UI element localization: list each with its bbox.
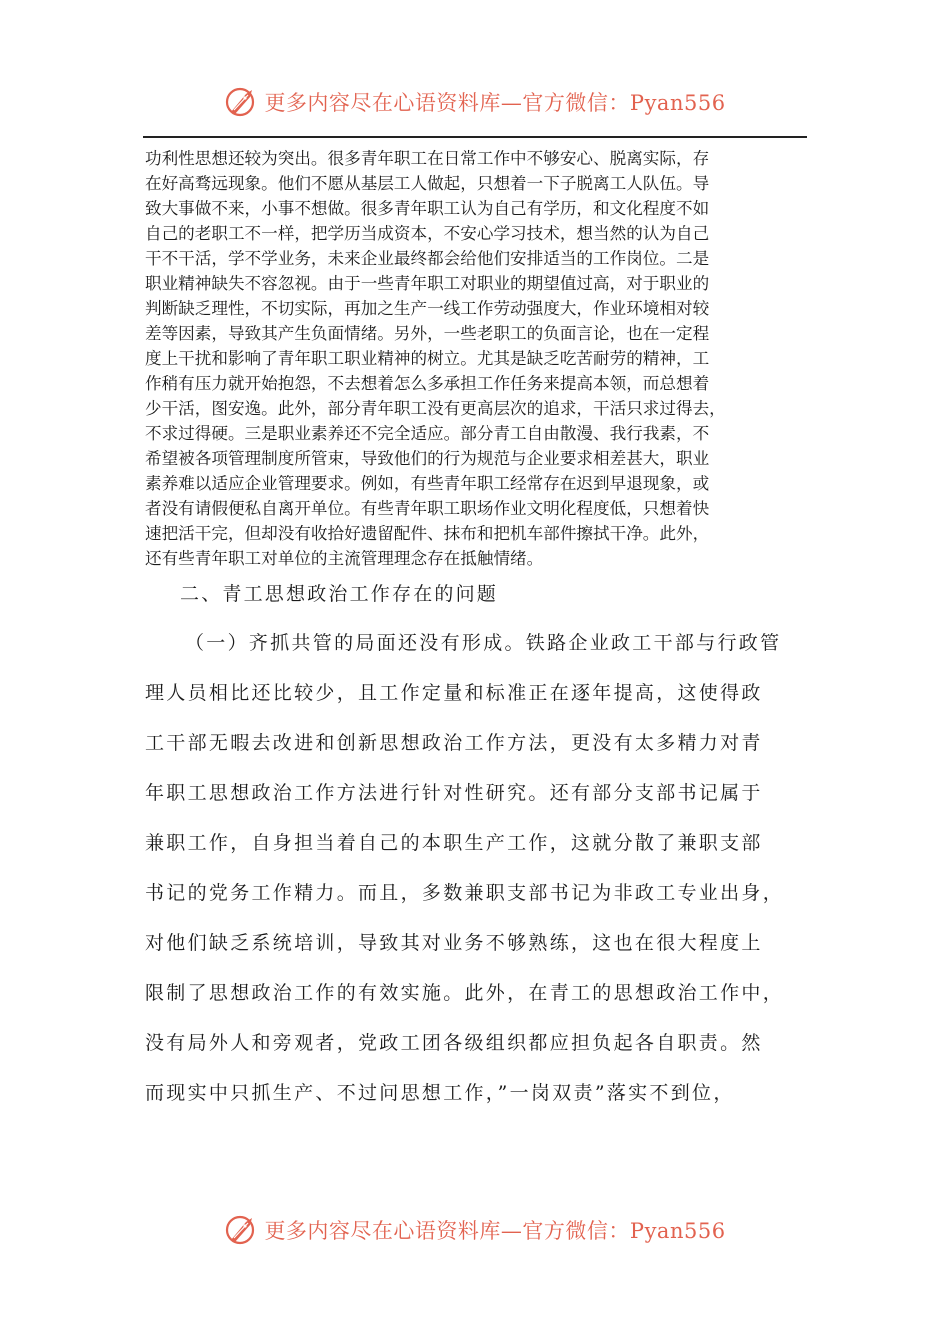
text-line: 者没有请假便私自离开单位。有些青年职工职场作业文明化程度低，只想着快 bbox=[145, 499, 710, 518]
text-line: 干不干活，学不学业务，未来企业最终都会给他们安排适当的工作岗位。二是 bbox=[145, 249, 710, 268]
text-line: 功利性思想还较为突出。很多青年职工在日常工作中不够安心、脱离实际，存 bbox=[145, 149, 710, 168]
watermark-text: 更多内容尽在心语资料库—官方微信：Pyan556 bbox=[264, 1219, 726, 1243]
pen-nib-logo-icon bbox=[224, 84, 260, 120]
text-line: 而现实中只抓生产、不过问思想工作，”一岗双责”落实不到位， bbox=[145, 1082, 735, 1104]
text-line: 工干部无暇去改进和创新思想政治工作方法，更没有太多精力对青 bbox=[145, 732, 763, 754]
text-line: 兼职工作，自身担当着自己的本职生产工作，这就分散了兼职支部 bbox=[145, 832, 763, 854]
text-line: 限制了思想政治工作的有效实施。此外，在青工的思想政治工作中， bbox=[145, 982, 785, 1004]
watermark-text: 更多内容尽在心语资料库—官方微信：Pyan556 bbox=[264, 91, 726, 115]
text-line: 书记的党务工作精力。而且，多数兼职支部书记为非政工专业出身， bbox=[145, 882, 785, 904]
text-line: 对他们缺乏系统培训，导致其对业务不够熟练，这也在很大程度上 bbox=[145, 932, 763, 954]
text-line: 在好高骛远现象。他们不愿从基层工人做起，只想着一下子脱离工人队伍。导 bbox=[145, 174, 710, 193]
text-line: 年职工思想政治工作方法进行针对性研究。还有部分支部书记属于 bbox=[145, 782, 763, 804]
text-line: （一）齐抓共管的局面还没有形成。铁路企业政工干部与行政管 bbox=[185, 632, 782, 654]
text-line: 差等因素，导致其产生负面情绪。另外，一些老职工的负面言论，也在一定程 bbox=[145, 324, 710, 343]
pen-nib-logo-icon bbox=[224, 1212, 260, 1248]
text-line: 职业精神缺失不容忽视。由于一些青年职工对职业的期望值过高，对于职业的 bbox=[145, 274, 710, 293]
header-divider bbox=[143, 136, 807, 138]
text-line: 作稍有压力就开始抱怨，不去想着怎么多承担工作任务来提高本领，而总想着 bbox=[145, 374, 710, 393]
text-line: 致大事做不来，小事不想做。很多青年职工认为自己有学历，和文化程度不如 bbox=[145, 199, 710, 218]
section-heading: 二、青工思想政治工作存在的问题 bbox=[180, 583, 499, 605]
text-line: 少干活，图安逸。此外，部分青年职工没有更高层次的追求，干活只求过得去， bbox=[145, 399, 726, 418]
text-line: 没有局外人和旁观者，党政工团各级组织都应担负起各自职责。然 bbox=[145, 1032, 763, 1054]
footer-watermark bbox=[0, 1210, 950, 1250]
text-line: 素养难以适应企业管理要求。例如，有些青年职工经常存在迟到早退现象，或 bbox=[145, 474, 710, 493]
text-line: 希望被各项管理制度所管束，导致他们的行为规范与企业要求相差甚大，职业 bbox=[145, 449, 710, 468]
text-line: 不求过得硬。三是职业素养还不完全适应。部分青工自由散漫、我行我素，不 bbox=[145, 424, 710, 443]
text-line: 速把活干完，但却没有收拾好遗留配件、抹布和把机车部件擦拭干净。此外， bbox=[145, 524, 710, 543]
text-line: 自己的老职工不一样，把学历当成资本，不安心学习技术，想当然的认为自己 bbox=[145, 224, 710, 243]
body-paragraph-dense bbox=[145, 146, 810, 571]
body-paragraph-section bbox=[145, 618, 825, 1118]
text-line: 理人员相比还比较少，且工作定量和标准正在逐年提高，这使得政 bbox=[145, 682, 763, 704]
text-line: 度上干扰和影响了青年职工职业精神的树立。尤其是缺乏吃苦耐劳的精神，工 bbox=[145, 349, 710, 368]
text-line: 还有些青年职工对单位的主流管理理念存在抵触情绪。 bbox=[145, 549, 544, 568]
text-line: 判断缺乏理性，不切实际，再加之生产一线工作劳动强度大，作业环境相对较 bbox=[145, 299, 710, 318]
header-watermark bbox=[0, 82, 950, 122]
